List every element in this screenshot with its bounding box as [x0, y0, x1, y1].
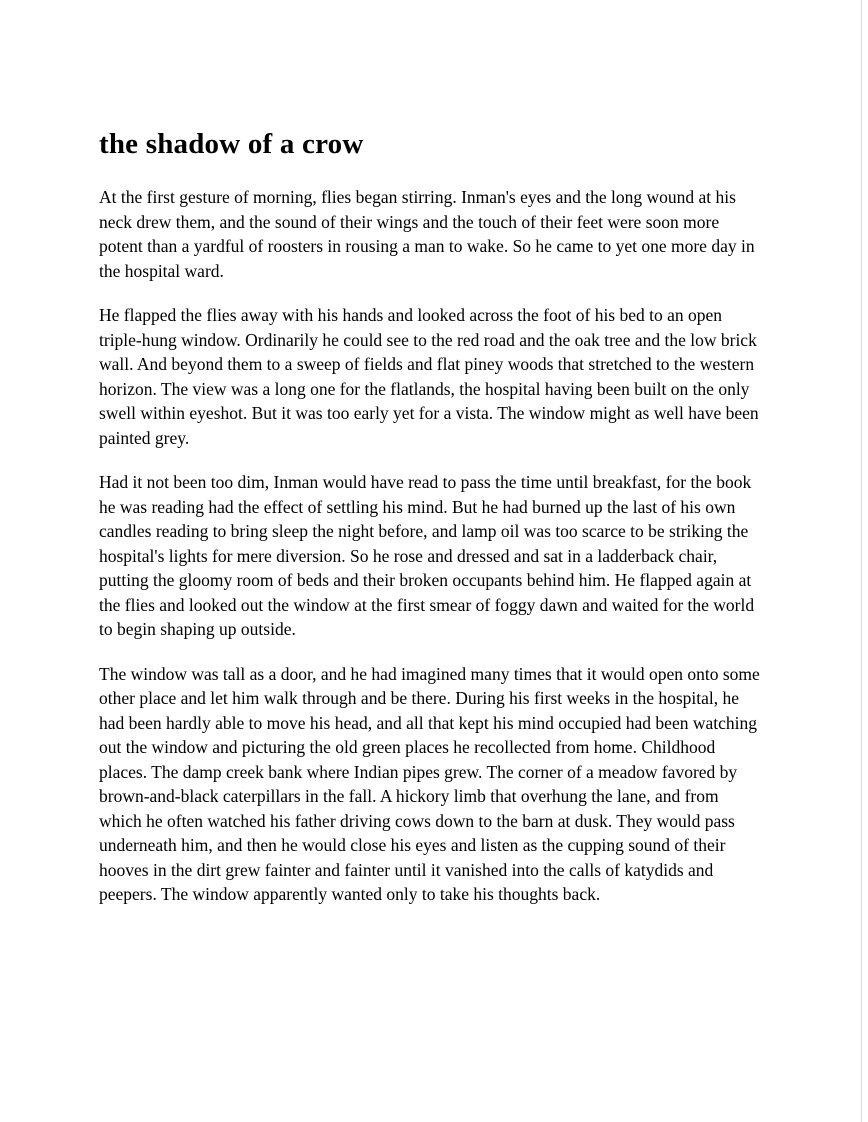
- paragraph: Had it not been too dim, Inman would have read to pass the time until breakfast, for the book he was reading had the effect of settling his mind. But he had burned up the last of his own candles reading to bring sleep the night before, and lamp oil was too scarce to be striking the hospital's lights for mere diversion. So he rose and dressed and sat in a ladderback chair, putting the gloomy room of beds and their broken occupants behind him. He flapped again at the flies and looked out the window at the first smear of foggy dawn and waited for the world to begin shaping up outside.: [99, 472, 755, 639]
- chapter-title: the shadow of a crow: [99, 128, 364, 160]
- text-column: [99, 0, 765, 927]
- paragraph: At the first gesture of morning, flies began stirring. Inman's eyes and the long wound at his neck drew them, and the sound of their wings and the touch of their feet were soon more potent than a yardful of roosters in rousing a man to wake. So he came to yet one more day in the hospital ward.: [99, 187, 755, 281]
- page-edge-line: [861, 0, 862, 1122]
- paragraph: He flapped the flies away with his hands and looked across the foot of his bed to an open triple-hung window. Ordinarily he could see to the red road and the oak tree and the low brick wall. And beyond them to a sweep of fields and flat piney woods that stretched to the western horizon. The view was a long one for the flatlands, the hospital having been built on the only swell within eyeshot. But it was too early yet for a vista. The window might as well have been painted grey.: [99, 305, 759, 448]
- paragraph: The window was tall as a door, and he had imagined many times that it would open onto some other place and let him walk through and be there. During his first weeks in the hospital, he had been hardly able to move his head, and all that kept his mind occupied had been watching out the window and picturing the old green places he recollected from home. Childhood places. The damp creek bank where Indian pipes grew. The corner of a meadow favored by brown-and-black caterpillars in the fall. A hickory limb that overhung the lane, and from which he often watched his father driving cows down to the barn at dusk. They would pass underneath him, and then he would close his eyes and listen as the cupping sound of their hooves in the dirt grew fainter and fainter until it vanished into the calls of katydids and peepers. The window apparently wanted only to take his thoughts back.: [99, 663, 760, 904]
